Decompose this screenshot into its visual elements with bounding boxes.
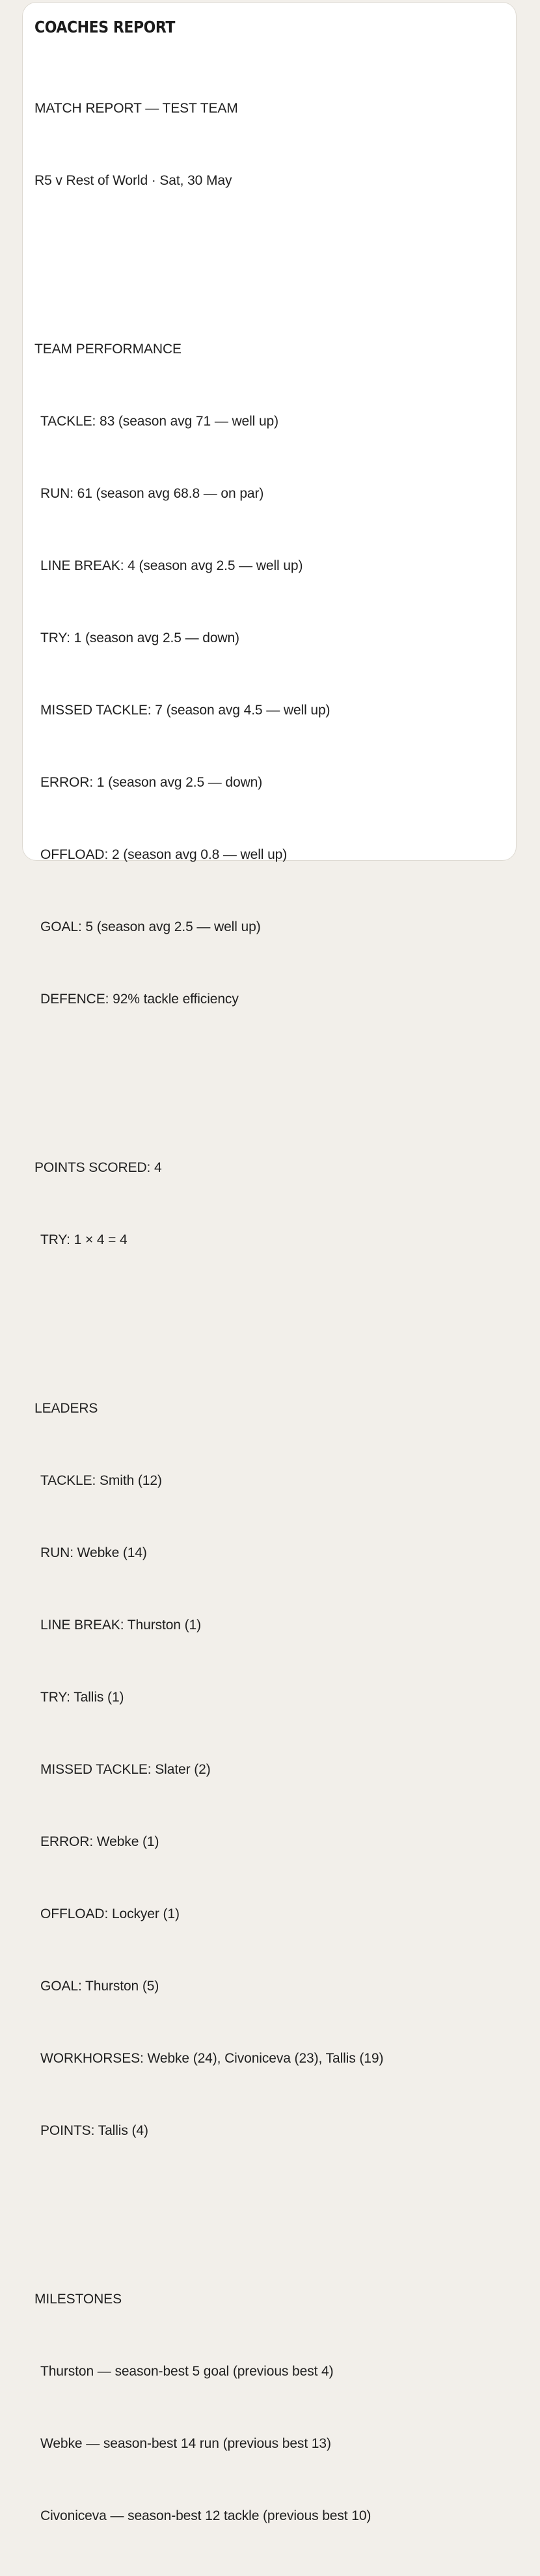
report-subheading: R5 v Rest of World · Sat, 30 May: [34, 173, 232, 188]
leaders-item: TRY: Tallis (1): [40, 1690, 124, 1705]
points-scored-item: TRY: 1 × 4 = 4: [40, 1232, 128, 1247]
team-performance-item: TACKLE: 83 (season avg 71 — well up): [40, 414, 279, 429]
leaders-item: LINE BREAK: Thurston (1): [40, 1618, 201, 1633]
team-performance-item: LINE BREAK: 4 (season avg 2.5 — well up): [40, 558, 303, 573]
milestone-item: Webke — season-best 14 run (previous best 13): [40, 2436, 331, 2451]
report-heading: MATCH REPORT — TEST TEAM: [34, 101, 238, 116]
team-performance-item: ERROR: 1 (season avg 2.5 — down): [40, 775, 263, 790]
leaders-item: POINTS: Tallis (4): [40, 2123, 148, 2138]
team-performance-item: OFFLOAD: 2 (season avg 0.8 — well up): [40, 847, 288, 862]
team-performance-item: MISSED TACKLE: 7 (season avg 4.5 — well up): [40, 703, 331, 718]
leaders-item: WORKHORSES: Webke (24), Civoniceva (23), Tallis (19): [40, 2051, 384, 2066]
milestones-label: MILESTONES: [34, 2292, 122, 2307]
team-performance-label: TEAM PERFORMANCE: [34, 342, 182, 357]
leaders-item: MISSED TACKLE: Slater (2): [40, 1762, 211, 1777]
blank-line: [34, 241, 383, 265]
points-scored-label: POINTS SCORED: 4: [34, 1160, 162, 1175]
match-report-text: [34, 48, 383, 2576]
team-performance-item: DEFENCE: 92% tackle efficiency: [40, 992, 239, 1007]
leaders-item: TACKLE: Smith (12): [40, 1473, 162, 1488]
leaders-item: GOAL: Thurston (5): [40, 1979, 159, 1994]
team-performance-item: RUN: 61 (season avg 68.8 — on par): [40, 486, 264, 501]
blank-line: [34, 1059, 383, 1083]
leaders-item: RUN: Webke (14): [40, 1545, 147, 1560]
coaches-report-card: [22, 2, 517, 2523]
card-title: COACHES REPORT: [34, 18, 175, 36]
team-performance-item: TRY: 1 (season avg 2.5 — down): [40, 630, 239, 645]
leaders-label: LEADERS: [34, 1401, 98, 1416]
leaders-item: ERROR: Webke (1): [40, 1834, 159, 1849]
leaders-item: OFFLOAD: Lockyer (1): [40, 1906, 180, 1921]
milestone-item: Thurston — season-best 5 goal (previous best 4): [40, 2364, 334, 2379]
blank-line: [34, 2191, 383, 2215]
team-performance-item: GOAL: 5 (season avg 2.5 — well up): [40, 919, 261, 934]
milestone-item: Civoniceva — season-best 12 tackle (previous best 10): [40, 2508, 371, 2523]
blank-line: [34, 1300, 383, 1324]
